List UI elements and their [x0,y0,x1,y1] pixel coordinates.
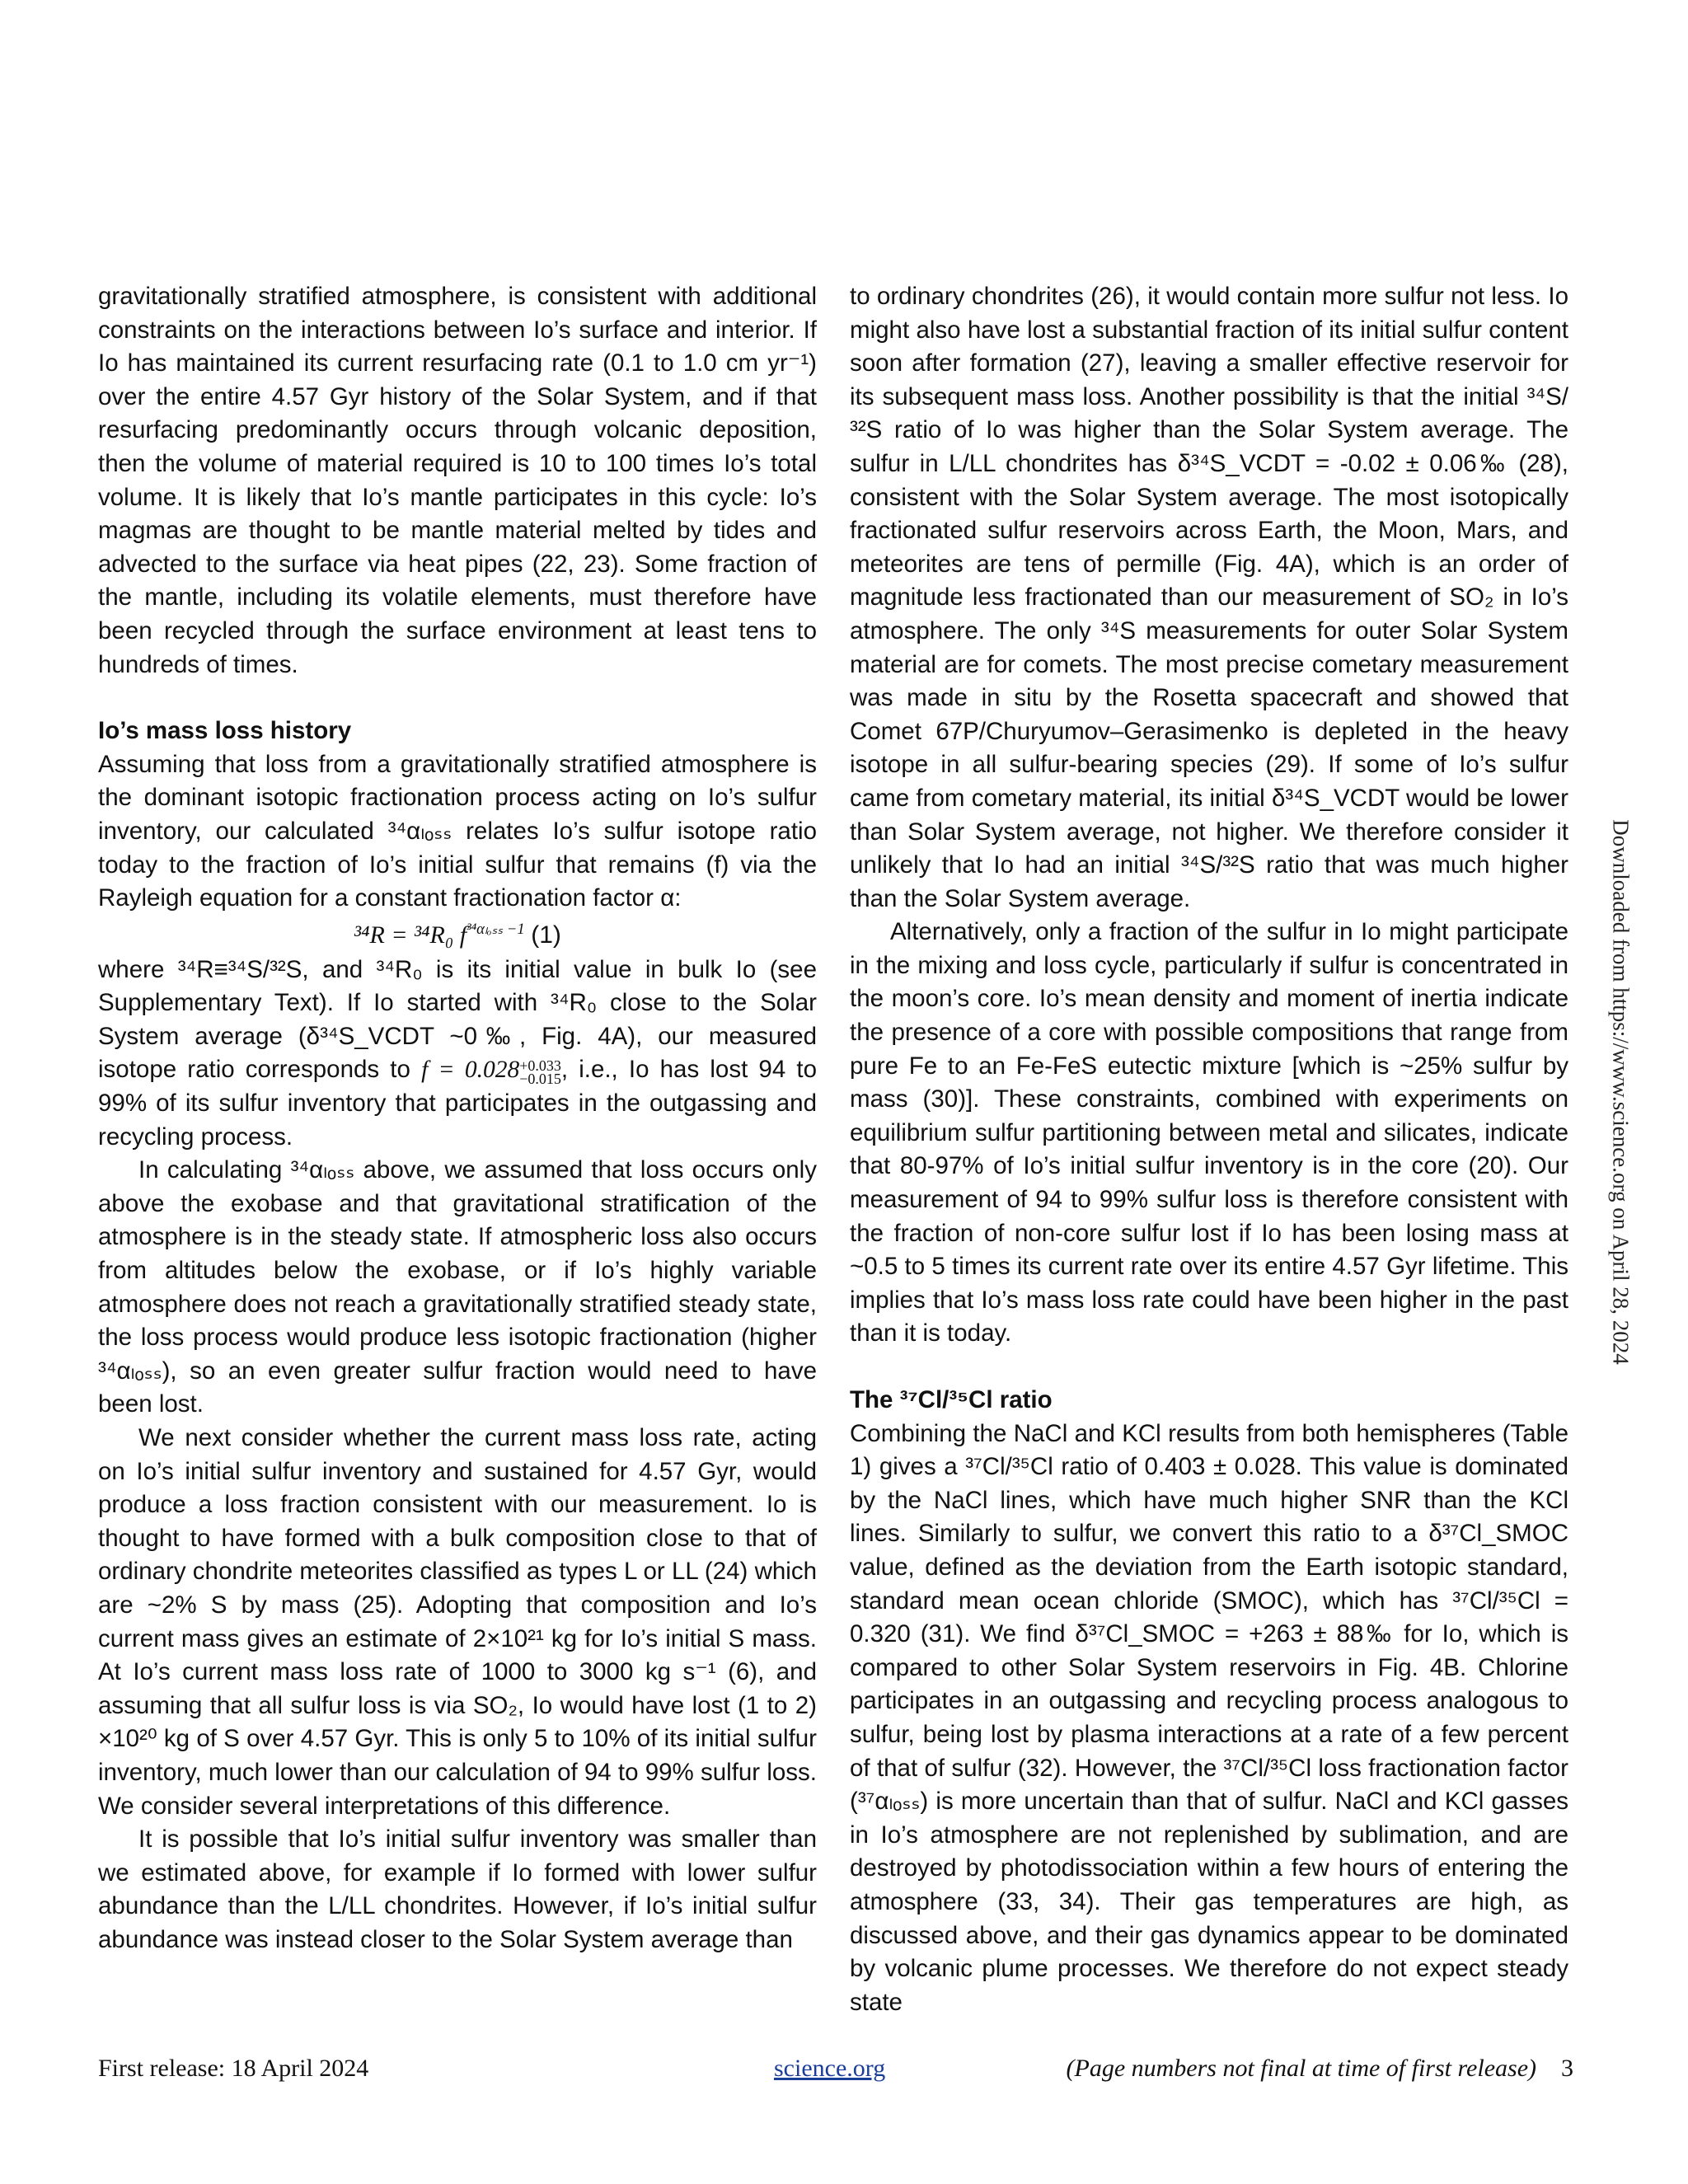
equation-f: f [459,921,467,949]
body-paragraph: Assuming that loss from a gravitationally stratified atmosphere is the dominant isotopic fractionation process acting on Io’s sulfur inventory, our calculated ³⁴αₗₒₛₛ relates Io’s sulfur isotope ratio today to the fraction of Io’s initial sulfur that remains (f) via the Rayleigh equation for a constant fractionation factor α: [98,750,817,912]
section-heading: The ³⁷Cl/³⁵Cl ratio [850,1386,1053,1413]
right-column [850,280,1568,2019]
inline-eq-base: f = 0.028 [421,1057,520,1084]
footer-right [1067,2052,1573,2085]
equation-number: (1) [531,921,561,949]
download-note [1604,812,1637,1372]
site-link[interactable]: science.org [774,2055,886,2082]
download-note-text: Downloaded from https://www.science.org on April 28, 2024 [1608,819,1634,1365]
paragraph-text: , i.e., Io has lost 94 to 99% of its sulfur inventory that participates in the outgassing and recycling process. [98,1056,817,1151]
body-paragraph: In calculating ³⁴αₗₒₛₛ above, we assumed that loss occurs only above the exobase and that gravitational stratification of the atmosphere is in the steady state. If atmospheric loss also occurs from altitudes below the exobase, or if Io’s highly variable atmosphere does not reach a gravitationally stratified steady state, the loss process would produce less isotopic fractionation (higher ³⁴αₗₒₛₛ), so an even greater sulfur fraction would need to have been lost. [98,1156,817,1418]
body-paragraph: Combining the NaCl and KCl results from both hemispheres (Table 1) gives a ³⁷Cl/³⁵Cl ratio of 0.403 ± 0.028. This value is dominated by the NaCl lines, which have much higher SNR than the KCl lines. Similarly to sulfur, we convert this ratio to a δ³⁷Cl_SMOC value, defined as the deviation from the Earth isotopic standard, standard mean ocean chloride (SMOC), which has ³⁷Cl/³⁵Cl = 0.320 (31). We find δ³⁷Cl_SMOC = +263 ± 88‰ for Io, which is compared to other Solar System reservoirs in Fig. 4B. Chlorine participates in an outgassing and recycling process analogous to sulfur, being lost by plasma interactions at a rate of a few percent of that of sulfur (32). However, the ³⁷Cl/³⁵Cl loss fractionation factor (³⁷αₗₒₛₛ) is more uncertain than that of sulfur. NaCl and KCl gasses in Io’s atmosphere are not replenished by sublimation, and are destroyed by photodissociation within a few hours of entering the atmosphere (33, 34). Their gas temperatures are high, as discussed above, and their gas dynamics appear to be dominated by volcanic plume processes. We therefore do not expect steady state [850,1419,1568,2016]
body-paragraph: gravitationally stratified atmosphere, is consistent with additional constraints on the interactions between Io’s surface and interior. If Io has maintained its current resurfacing rate (0.1 to 1.0 cm yr⁻¹) over the entire 4.57 Gyr history of the Solar System, and if that resurfacing predominantly occurs through volcanic deposition, then the volume of material required is 10 to 100 times Io’s total volume. It is likely that Io’s mantle participates in this cycle: Io’s magmas are thought to be mantle material melted by tides and advected to the surface via heat pipes (22, 23). Some fraction of the mantle, including its volatile elements, must therefore have been recycled through the surface environment at least tens to hundreds of times. [98,283,817,678]
left-column [98,280,817,1957]
body-paragraph: Alternatively, only a fraction of the sulfur in Io might participate in the mixing and loss cycle, particularly if sulfur is concentrated in the moon’s core. Io’s mean density and moment of inertia indicate the presence of a core with possible compositions that range from pure Fe to an Fe-FeS eutectic mixture [which is ~25% sulfur by mass (30)]. These constraints, combined with experiments on equilibrium sulfur partitioning between metal and silicates, indicate that 80-97% of Io’s initial sulfur inventory is in the core (20). Our measurement of 94 to 99% sulfur loss is therefore consistent with the fraction of non-core sulfur lost if Io has been losing mass at ~0.5 to 5 times its current rate over its entire 4.57 Gyr lifetime. This implies that Io’s mass loss rate could have been higher in the past than it is today. [850,918,1568,1347]
release-date: First release: 18 April 2024 [98,2055,369,2082]
inline-eq-upper: +0.033 [519,1057,561,1074]
body-paragraph: It is possible that Io’s initial sulfur inventory was smaller than we estimated above, for example if Io formed with lower sulfur abundance than the L/LL chondrites. However, if Io’s initial sulfur abundance was instead closer to the Solar System average than [98,1825,817,1953]
page-number-note: (Page numbers not final at time of first release) [1066,2055,1536,2082]
page-footer [98,2052,1573,2085]
section-heading: Io’s mass loss history [98,717,352,745]
inline-eq-lower: −0.015 [519,1070,561,1087]
body-paragraph: We next consider whether the current mass loss rate, acting on Io’s initial sulfur inventory and sustained for 4.57 Gyr, would produce a loss fraction consistent with our measurement. Io is thought to have formed with a bulk composition close to that of ordinary chondrite meteorites classified as types L or LL (24) which are ~2% S by mass (25). Adopting that composition and Io’s current mass gives an estimate of 2×10²¹ kg for Io’s initial S mass. At Io’s current mass loss rate of 1000 to 3000 kg s⁻¹ (6), and assuming that all sulfur loss is via SO₂, Io would have lost (1 to 2) ×10²⁰ kg of S over 4.57 Gyr. This is only 5 to 10% of its initial sulfur inventory, much lower than our calculation of 94 to 99% sulfur loss. We consider several interpretations of this difference. [98,1424,817,1820]
rayleigh-equation [98,917,817,954]
paragraph-text: where ³⁴R≡³⁴S/³²S, and ³⁴R₀ is its initial value in bulk Io (see Supplementary Text). If Io started with ³⁴R₀ close to the Solar System average (δ³⁴S_VCDT ~0‰, Fig. 4A), our measured isotope ratio corresponds to [98,955,817,1084]
equation-lhs: ³⁴R = ³⁴R₀ [354,921,454,949]
inline-equation [421,1057,561,1087]
body-paragraph [98,954,817,1155]
equation-exponent: ³⁴αₗₒₛₛ −1 [467,920,525,938]
page-number: 3 [1561,2055,1573,2082]
body-paragraph: to ordinary chondrites (26), it would contain more sulfur not less. Io might also have lost a substantial fraction of its initial sulfur content soon after formation (27), leaving a smaller effective reservoir for its subsequent mass loss. Another possibility is that the initial ³⁴S/³²S ratio of Io was higher than the Solar System average. The sulfur in L/LL chondrites has δ³⁴S_VCDT = -0.02 ± 0.06‰ (28), consistent with the Solar System average. The most isotopically fractionated sulfur reservoirs across Earth, the Moon, Mars, and meteorites are tens of permille (Fig. 4A), which is an order of magnitude less fractionated than our measurement of SO₂ in Io’s atmosphere. The only ³⁴S measurements for outer Solar System material are for comets. The most precise cometary measurement was made in situ by the Rosetta spacecraft and showed that Comet 67P/Churyumov–Gerasimenko is depleted in the heavy isotope in all sulfur-bearing species (29). If some of Io’s sulfur came from cometary material, its initial δ³⁴S_VCDT would be lower than Solar System average, not higher. We therefore consider it unlikely that Io had an initial ³⁴S/³²S ratio that was much higher than the Solar System average. [850,283,1568,912]
